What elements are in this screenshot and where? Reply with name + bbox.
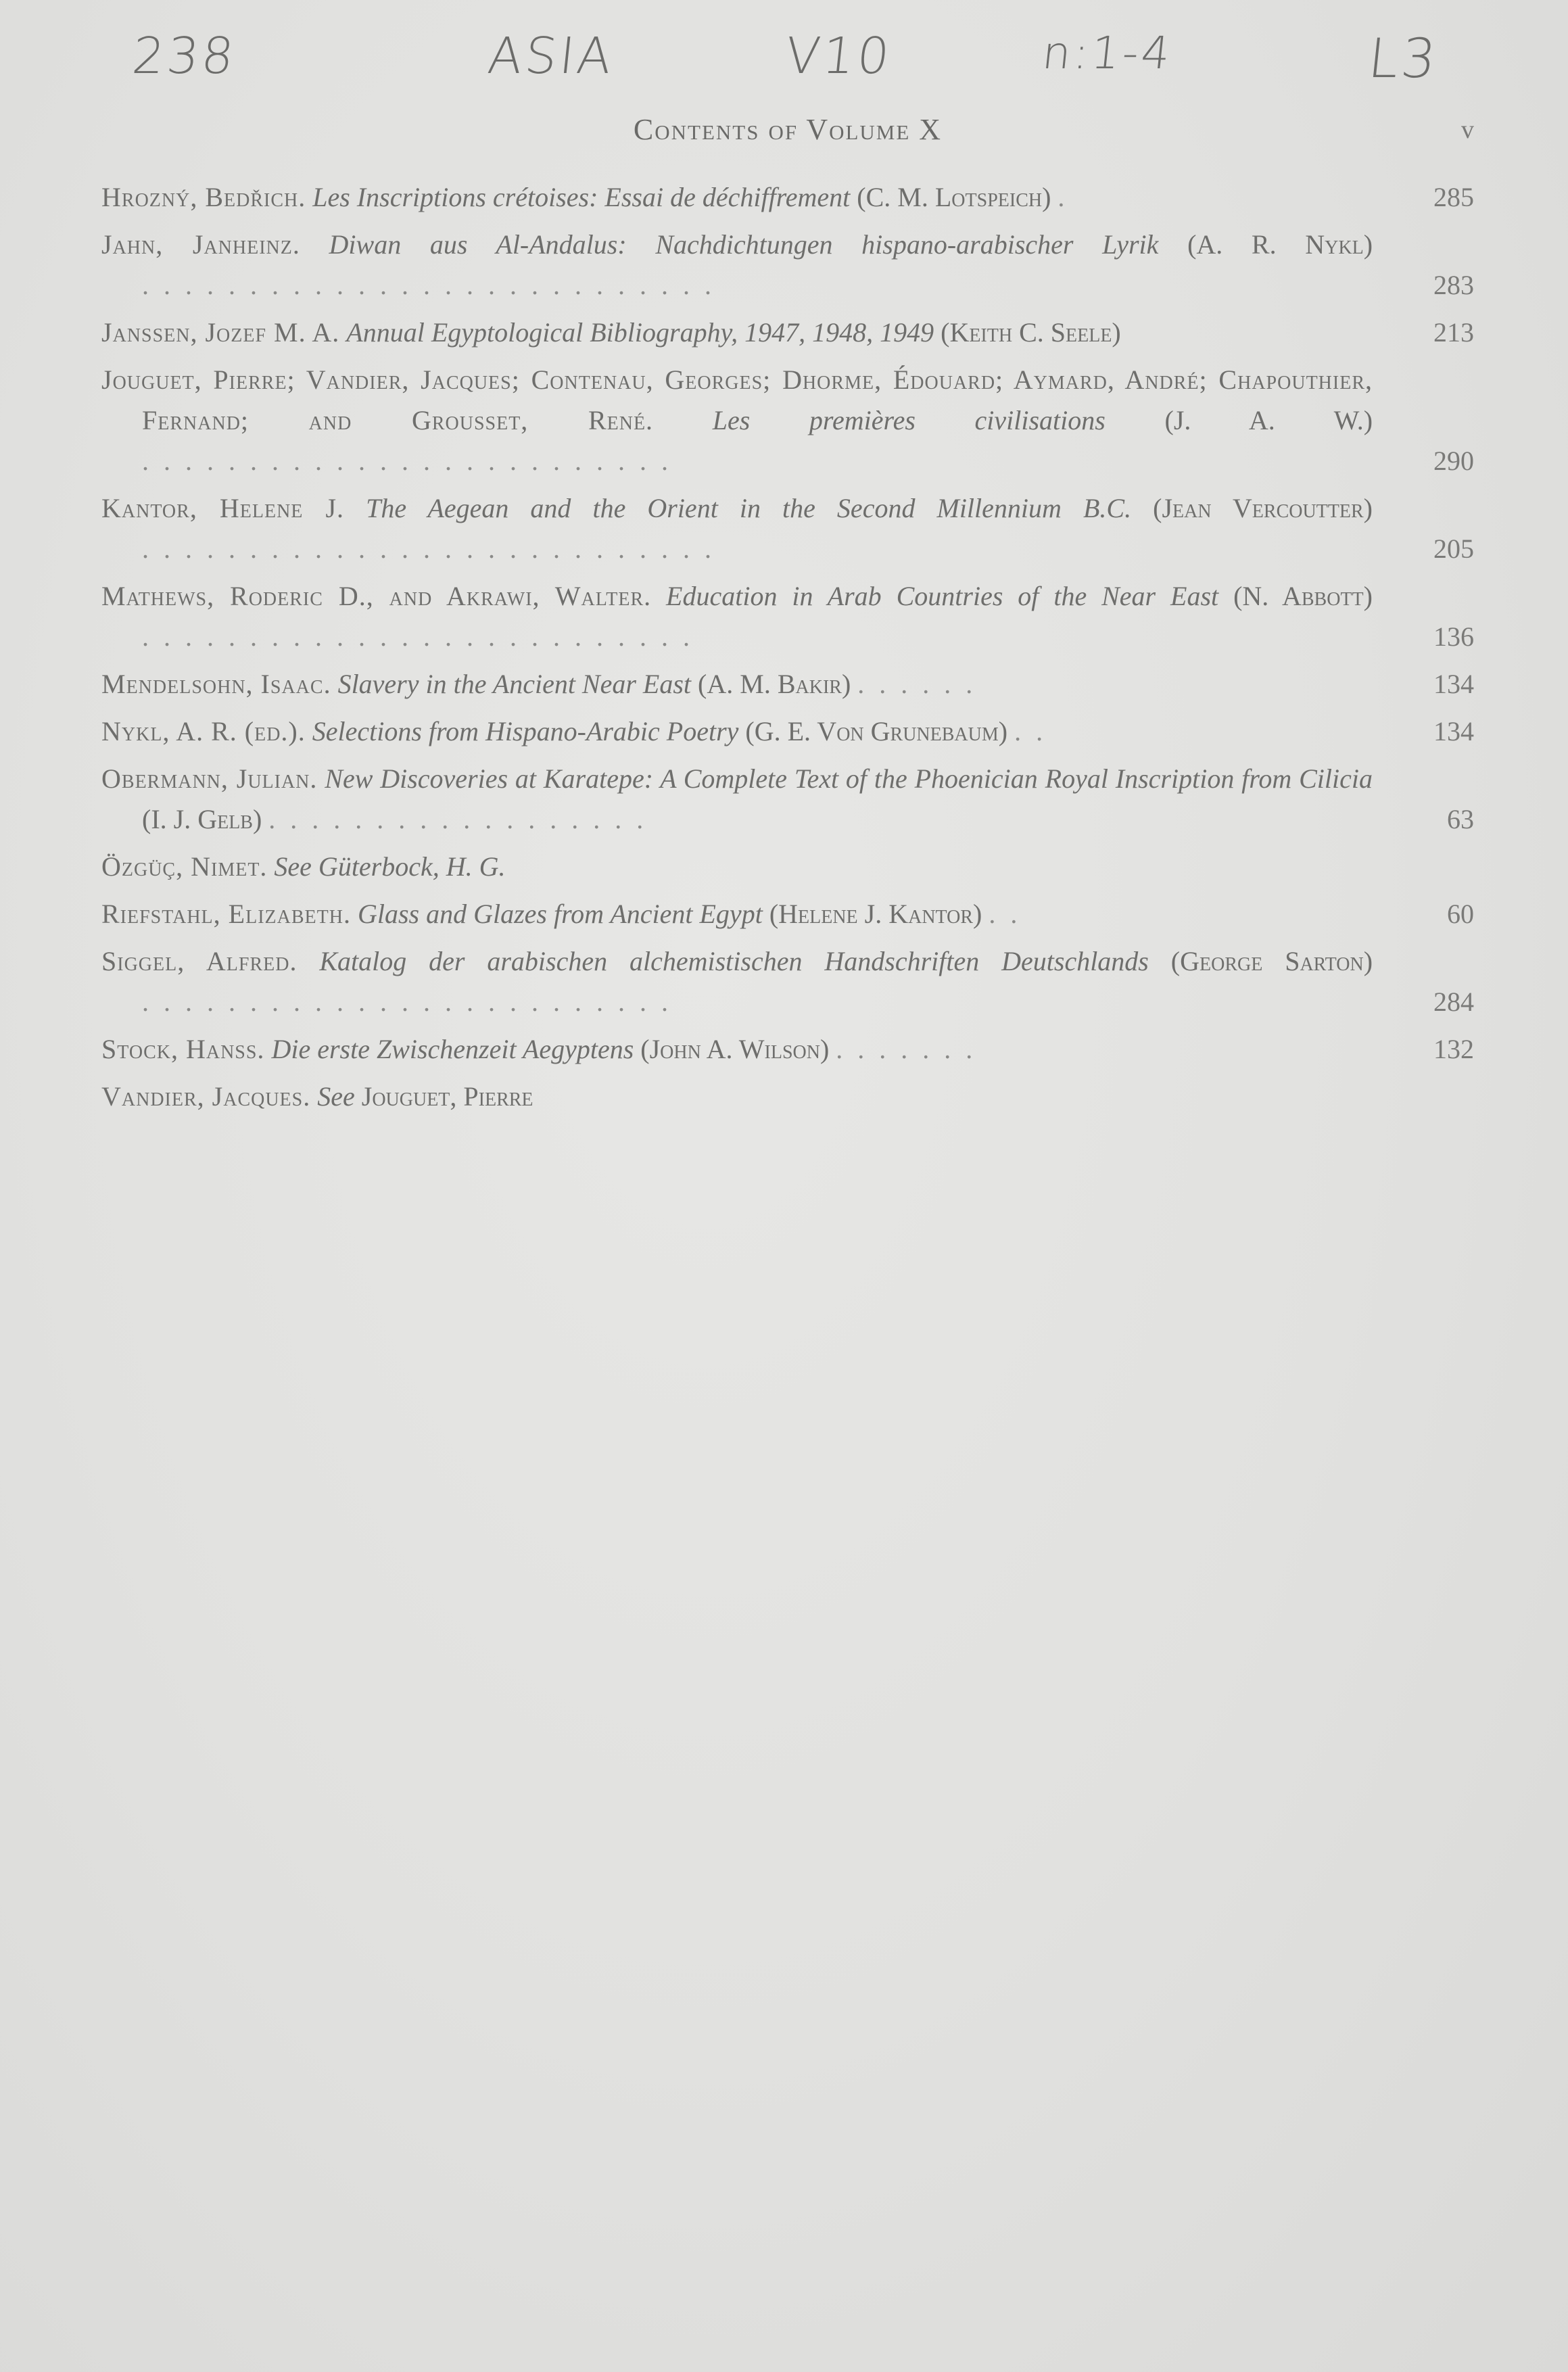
dot-leader: .. bbox=[989, 899, 1032, 929]
entry-reviewer: (A. R. Nykl) bbox=[1187, 229, 1373, 260]
entry-page-number: 283 bbox=[1433, 270, 1474, 300]
list-item bbox=[101, 312, 1474, 353]
entry-reviewer: Jouguet, Pierre bbox=[361, 1081, 533, 1112]
entry-title: Selections from Hispano-Arabic Poetry bbox=[312, 716, 739, 746]
entry-reviewer: (C. M. Lotspeich) bbox=[857, 182, 1051, 212]
entry-reviewer: (A. M. Bakir) bbox=[698, 669, 851, 699]
list-item bbox=[101, 759, 1474, 840]
entry-title: See Güterbock, H. G. bbox=[274, 851, 506, 882]
entry-author: Siggel, Alfred. bbox=[101, 946, 298, 976]
entry-reviewer: (G. E. Von Grunebaum) bbox=[745, 716, 1008, 746]
handwritten-note: V10 bbox=[782, 27, 895, 85]
entry-reviewer: (I. J. Gelb) bbox=[142, 804, 262, 834]
entry-author: Jahn, Janheinz. bbox=[101, 229, 300, 260]
entry-author: Mathews, Roderic D., and Akrawi, Walter. bbox=[101, 581, 652, 611]
handwritten-note: ASIA bbox=[485, 27, 617, 85]
entry-page-number: 285 bbox=[1433, 182, 1474, 212]
entry-title: Les Inscriptions crétoises: Essai de déchiffrement bbox=[312, 182, 851, 212]
entry-page-number: 213 bbox=[1433, 317, 1474, 348]
entry-title: Les premières civilisations bbox=[712, 405, 1106, 435]
dot-leader: ...... bbox=[857, 669, 988, 699]
handwritten-note: L3 bbox=[1365, 27, 1442, 90]
entry-reviewer: (Helene J. Kantor) bbox=[769, 899, 982, 929]
page-folio: v bbox=[1461, 116, 1474, 144]
handwritten-note: n:1-4 bbox=[1039, 27, 1175, 79]
list-item bbox=[101, 941, 1474, 1022]
entry-reviewer: (Jean Vercoutter) bbox=[1153, 493, 1373, 523]
dot-leader: . bbox=[1058, 182, 1080, 212]
dot-leader: ......................... bbox=[142, 987, 683, 1017]
list-item bbox=[101, 1076, 1474, 1117]
entry-page-number: 60 bbox=[1447, 899, 1474, 929]
entry-page-number: 63 bbox=[1447, 804, 1474, 834]
entry-reviewer: (John A. Wilson) bbox=[640, 1034, 830, 1064]
entry-author: Kantor, Helene J. bbox=[101, 493, 345, 523]
entry-author: Mendelsohn, Isaac. bbox=[101, 669, 331, 699]
dot-leader: ........................... bbox=[142, 533, 726, 564]
dot-leader: ....... bbox=[836, 1034, 988, 1064]
dot-leader: .................. bbox=[268, 804, 659, 834]
entry-reviewer: (Keith C. Seele) bbox=[941, 317, 1121, 348]
entry-title: Diwan aus Al-Andalus: Nachdichtungen hispano-arabischer Lyrik bbox=[329, 229, 1159, 260]
entry-title: Slavery in the Ancient Near East bbox=[337, 669, 692, 699]
entry-title: Glass and Glazes from Ancient Egypt bbox=[357, 899, 763, 929]
entry-title: New Discoveries at Karatepe: A Complete Text of the Phoenician Royal Inscription from Cilicia bbox=[325, 763, 1373, 794]
list-item bbox=[101, 177, 1474, 218]
list-item bbox=[101, 360, 1474, 481]
dot-leader: ......................... bbox=[142, 446, 683, 476]
dot-leader: .......................... bbox=[142, 621, 705, 652]
list-item bbox=[101, 1029, 1474, 1070]
page-header bbox=[101, 112, 1474, 160]
entry-reviewer: (George Sarton) bbox=[1170, 946, 1373, 976]
entry-page-number: 134 bbox=[1433, 669, 1474, 699]
entry-title: The Aegean and the Orient in the Second Millennium B.C. bbox=[366, 493, 1132, 523]
list-item bbox=[101, 894, 1474, 934]
entry-page-number: 136 bbox=[1433, 621, 1474, 652]
list-item bbox=[101, 847, 1474, 887]
entry-author: Stock, Hanss. bbox=[101, 1034, 265, 1064]
entry-title: Katalog der arabischen alchemistischen Handschriften Deutschlands bbox=[319, 946, 1149, 976]
entry-author: Riefstahl, Elizabeth. bbox=[101, 899, 351, 929]
page-title: Contents of Volume X bbox=[633, 113, 943, 146]
handwritten-note: 238 bbox=[129, 27, 239, 85]
entry-author: Jouguet, Pierre; Vandier, Jacques; Contenau, Georges; Dhorme, Édouard; Aymard, André; Chapouthier, Fernand; and Grousset, René. bbox=[101, 364, 1373, 435]
list-item bbox=[101, 488, 1474, 569]
entry-title: Annual Egyptological Bibliography, 1947, 1948, 1949 bbox=[346, 317, 934, 348]
list-item bbox=[101, 711, 1474, 752]
list-item bbox=[101, 576, 1474, 657]
dot-leader: ........................... bbox=[142, 270, 726, 300]
dot-leader: .. bbox=[1014, 716, 1058, 746]
entry-reviewer: (J. A. W.) bbox=[1164, 405, 1373, 435]
entry-author: Nykl, A. R. (ed.). bbox=[101, 716, 306, 746]
entry-title: Education in Arab Countries of the Near East bbox=[666, 581, 1219, 611]
entry-author: Vandier, Jacques. bbox=[101, 1081, 311, 1112]
list-item bbox=[101, 664, 1474, 705]
entry-page-number: 132 bbox=[1433, 1034, 1474, 1064]
entry-page-number: 284 bbox=[1433, 987, 1474, 1017]
entry-page-number: 290 bbox=[1433, 446, 1474, 476]
contents-list bbox=[101, 177, 1474, 1124]
entry-author: Özgüç, Nimet. bbox=[101, 851, 268, 882]
entry-author: Obermann, Julian. bbox=[101, 763, 318, 794]
entry-page-number: 205 bbox=[1433, 533, 1474, 564]
entry-title: Die erste Zwischenzeit Aegyptens bbox=[271, 1034, 634, 1064]
list-item bbox=[101, 224, 1474, 306]
entry-author: Janssen, Jozef M. A. bbox=[101, 317, 340, 348]
entry-page-number: 134 bbox=[1433, 716, 1474, 746]
entry-author: Hrozný, Bedřich. bbox=[101, 182, 306, 212]
entry-title: See bbox=[317, 1081, 355, 1112]
entry-reviewer: (N. Abbott) bbox=[1233, 581, 1373, 611]
